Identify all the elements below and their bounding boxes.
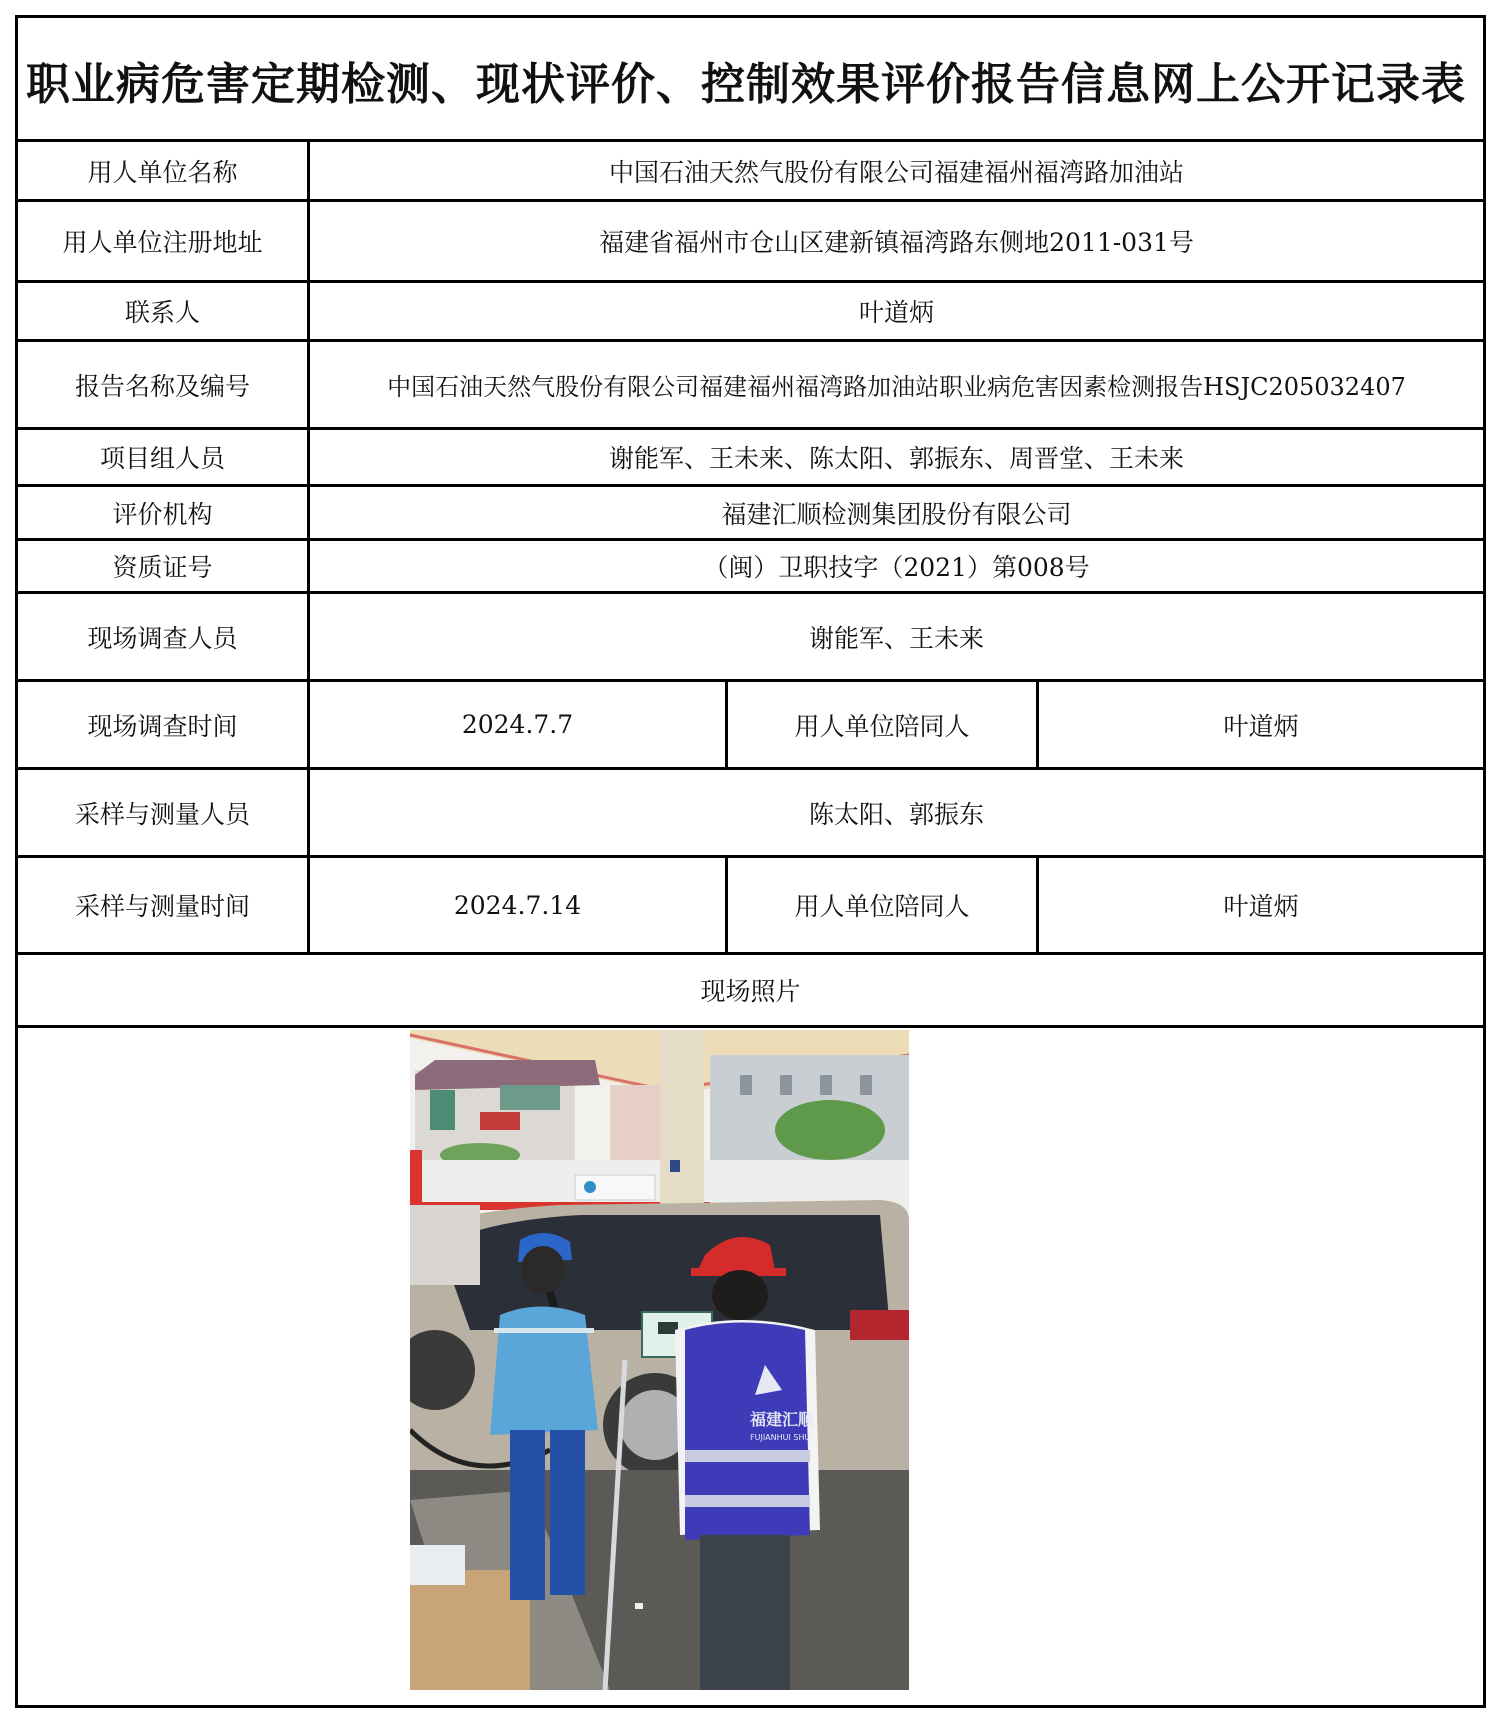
survey-companion-value: 叶道炳 xyxy=(1223,711,1299,741)
sampling-time-label: 采样与测量时间 xyxy=(74,892,250,921)
employer-address-value: 福建省福州市仓山区建新镇福湾路东侧地2011-031号 xyxy=(599,228,1194,257)
employer-name-value: 中国石油天然气股份有限公司福建福州福湾路加油站 xyxy=(608,157,1184,187)
vest-logo-text: 福建汇顺 xyxy=(750,1410,815,1429)
row-divider xyxy=(18,1025,1483,1028)
survey-time-value: 2024.7.7 xyxy=(461,710,574,739)
report-value: 中国石油天然气股份有限公司福建福州福湾路加油站职业病危害因素检测报告HSJC205032407 xyxy=(387,373,1406,401)
site-photos-label: 现场照片 xyxy=(700,977,801,1006)
sampling-staff-label: 采样与测量人员 xyxy=(74,799,250,829)
vest-logo-text-en: FUJIANHUI SHUI xyxy=(750,1433,813,1442)
survey-time-label: 现场调查时间 xyxy=(87,711,238,741)
employer-name-label: 用人单位名称 xyxy=(87,157,238,187)
team-label: 项目组人员 xyxy=(99,444,225,473)
agency-value: 福建汇顺检测集团股份有限公司 xyxy=(721,499,1072,529)
contact-label: 联系人 xyxy=(124,298,200,327)
survey-staff-label: 现场调查人员 xyxy=(87,623,238,653)
report-label: 报告名称及编号 xyxy=(74,371,250,401)
license-value: （闽）卫职技字（2021）第008号 xyxy=(703,553,1090,582)
sampling-time-value: 2024.7.14 xyxy=(453,890,582,920)
sampling-companion-value: 叶道炳 xyxy=(1223,892,1299,921)
survey-companion-label: 用人单位陪同人 xyxy=(794,711,970,741)
contact-value: 叶道炳 xyxy=(858,298,934,327)
record-table xyxy=(15,15,1486,1708)
sampling-companion-label: 用人单位陪同人 xyxy=(794,892,970,921)
site-photo xyxy=(410,1030,909,1690)
page-title: 职业病危害定期检测、现状评价、控制效果评价报告信息网上公开记录表 xyxy=(26,59,1466,110)
team-value: 谢能军、王未来、陈太阳、郭振东、周晋堂、王未来 xyxy=(608,444,1184,473)
sampling-staff-value: 陈太阳、郭振东 xyxy=(808,799,984,829)
survey-staff-value: 谢能军、王未来 xyxy=(808,623,984,653)
employer-address-label: 用人单位注册地址 xyxy=(62,228,263,257)
agency-label: 评价机构 xyxy=(112,499,213,529)
license-label: 资质证号 xyxy=(112,553,213,582)
